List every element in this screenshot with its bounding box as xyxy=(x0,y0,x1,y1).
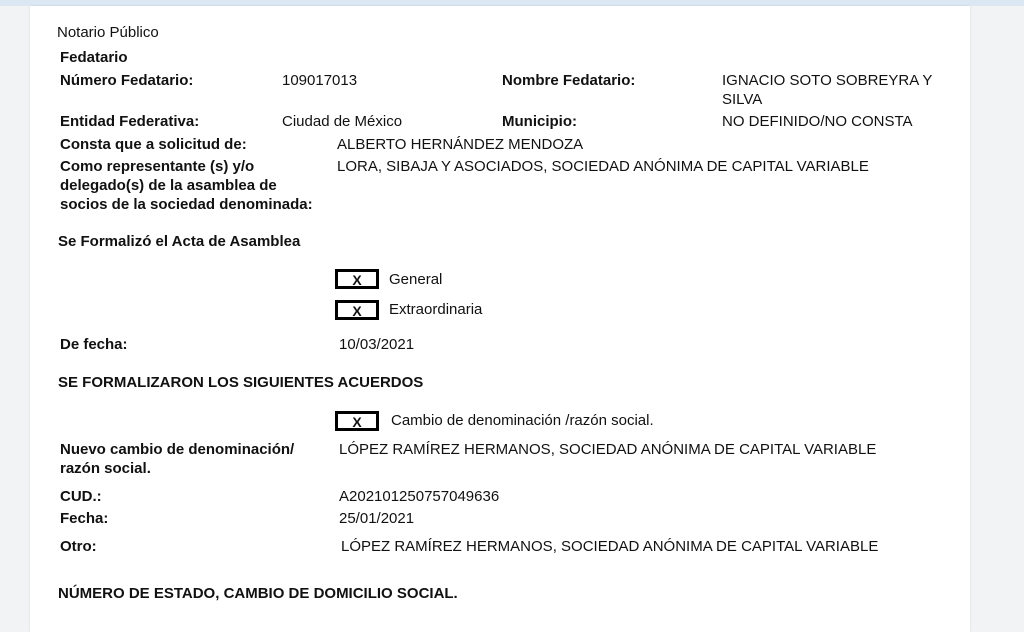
entidad-federativa-label: Entidad Federativa: xyxy=(60,113,200,130)
entidad-federativa-value: Ciudad de México xyxy=(282,113,403,130)
cud-value: A202101250757049636 xyxy=(339,488,500,505)
municipio-value: NO DEFINIDO/NO CONSTA xyxy=(722,113,913,130)
de-fecha-label: De fecha: xyxy=(60,336,128,353)
extraordinaria-checkbox[interactable]: X xyxy=(335,300,379,320)
document-page xyxy=(30,6,970,632)
numero-fedatario-value: 109017013 xyxy=(282,72,358,89)
representante-label: Como representante (s) y/o delegado(s) de la asamblea de socios de la sociedad denominada: xyxy=(60,158,313,213)
fecha-label: Fecha: xyxy=(60,510,109,527)
domicilio-section-title: NÚMERO DE ESTADO, CAMBIO DE DOMICILIO SOCIAL. xyxy=(58,585,458,602)
nombre-fedatario-label: Nombre Fedatario: xyxy=(502,72,636,89)
solicitud-label: Consta que a solicitud de: xyxy=(60,136,247,153)
notary-header: Notario Público xyxy=(57,24,159,41)
otro-value: LÓPEZ RAMÍREZ HERMANOS, SOCIEDAD ANÓNIMA DE CAPITAL VARIABLE xyxy=(341,538,879,555)
cud-label: CUD.: xyxy=(60,488,102,505)
solicitud-value: ALBERTO HERNÁNDEZ MENDOZA xyxy=(337,136,584,153)
cambio-denominacion-checkbox[interactable]: X xyxy=(335,411,379,431)
fedatario-section-title: Fedatario xyxy=(60,49,128,66)
nuevo-cambio-value: LÓPEZ RAMÍREZ HERMANOS, SOCIEDAD ANÓNIMA DE CAPITAL VARIABLE xyxy=(339,441,877,458)
general-label: General xyxy=(389,271,443,288)
fecha-value: 25/01/2021 xyxy=(339,510,415,527)
nuevo-cambio-label: Nuevo cambio de denominación/ razón social. xyxy=(60,441,295,477)
otro-label: Otro: xyxy=(60,538,97,555)
nombre-fedatario-value: IGNACIO SOTO SOBREYRA Y SILVA xyxy=(722,72,933,108)
representante-value: LORA, SIBAJA Y ASOCIADOS, SOCIEDAD ANÓNIMA DE CAPITAL VARIABLE xyxy=(337,158,869,175)
cambio-denominacion-label: Cambio de denominación /razón social. xyxy=(391,412,654,429)
acta-title: Se Formalizó el Acta de Asamblea xyxy=(58,233,301,250)
acuerdos-title: SE FORMALIZARON LOS SIGUIENTES ACUERDOS xyxy=(58,374,424,391)
municipio-label: Municipio: xyxy=(502,113,577,130)
general-checkbox[interactable]: X xyxy=(335,269,379,289)
extraordinaria-label: Extraordinaria xyxy=(389,301,483,318)
de-fecha-value: 10/03/2021 xyxy=(339,336,415,353)
numero-fedatario-label: Número Fedatario: xyxy=(60,72,194,89)
